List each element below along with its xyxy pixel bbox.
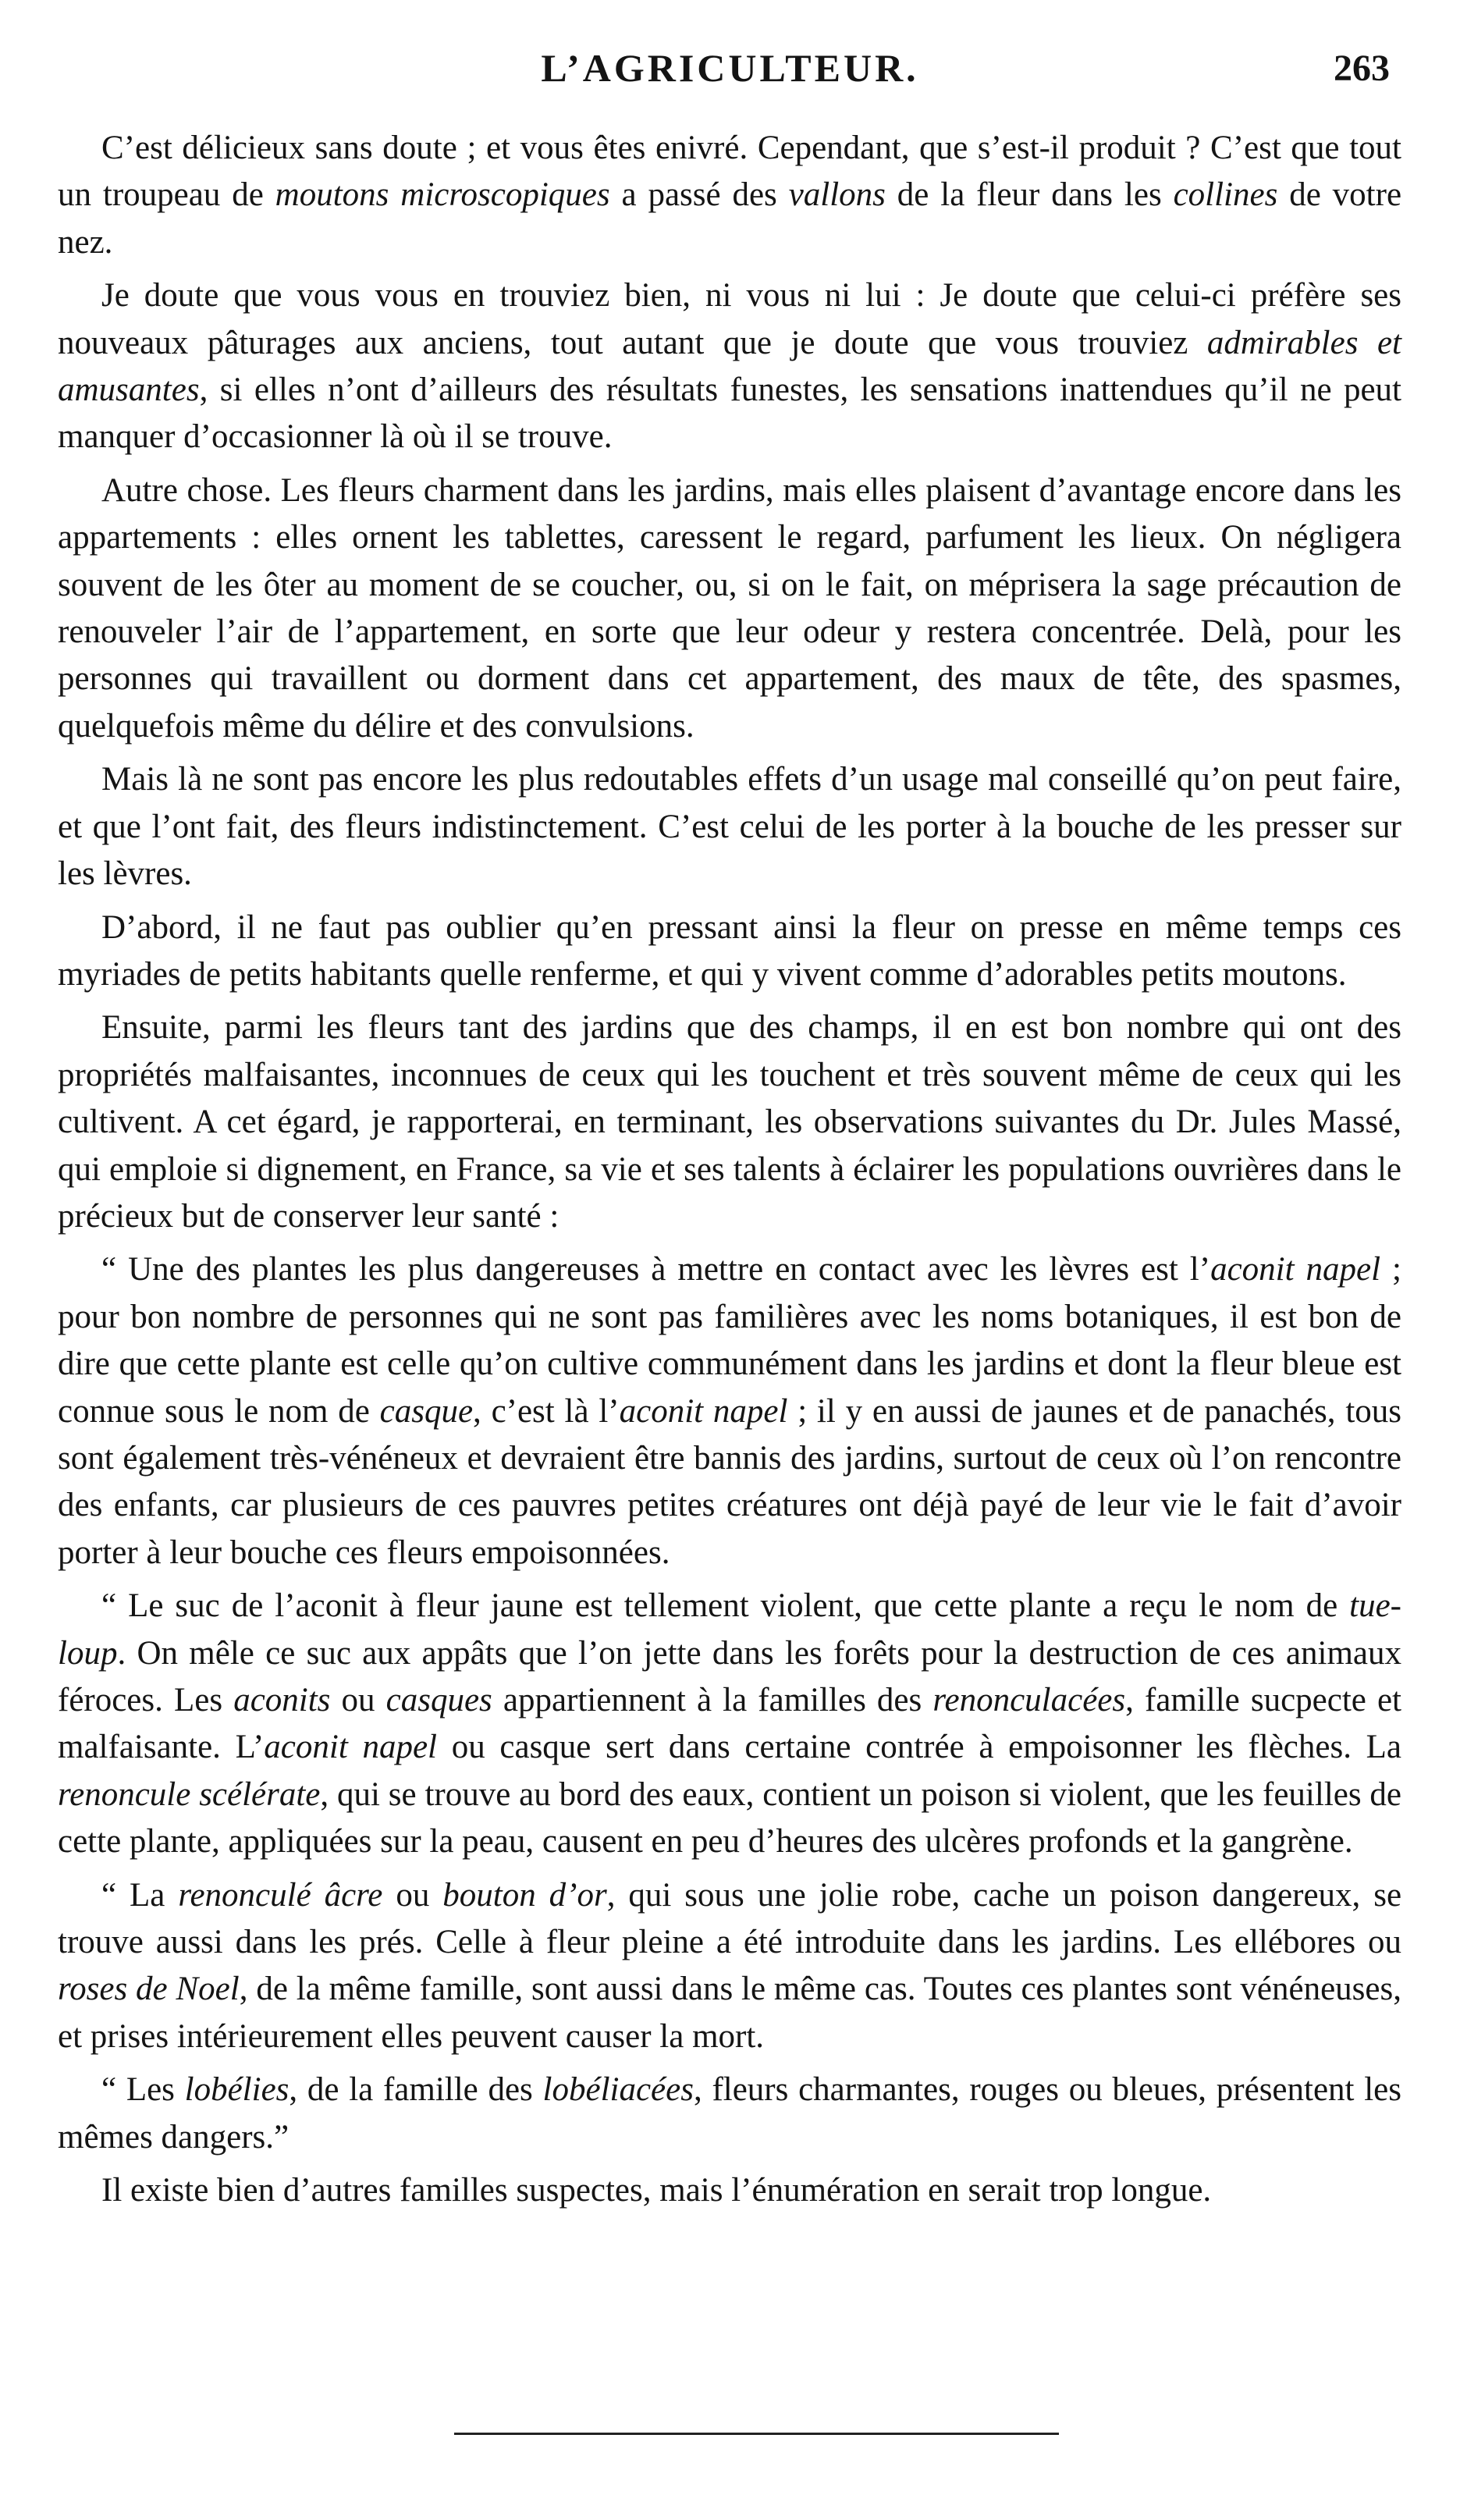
italic-term: roses de Noel [58,1971,240,2008]
italic-term: aconits [233,1682,331,1719]
italic-term: admirables et amusantes [58,324,1401,409]
italic-term: lobélies [184,2071,290,2109]
text-run: , c’est là l’ [473,1392,620,1430]
text-run: “ La [101,1876,179,1914]
italic-term: aconit napel [619,1392,788,1430]
text-run: , de la famille des [289,2071,543,2109]
article-body [58,125,1401,2214]
paragraph [58,2167,1401,2214]
italic-term: aconit napel [264,1729,437,1766]
closing-rule [454,2433,1059,2435]
text-run: “ Une des plantes les plus dangereuses à mettre en contact avec les lèvres est l’ [101,1251,1211,1288]
italic-term: collines [1173,176,1278,214]
text-run: , famille sucpecte et malfaisante. L’ [58,1682,1402,1766]
text-run: , fleurs charmantes, rouges ou bleues, présentent les mêmes dangers.” [58,2071,1401,2156]
italic-term: casques [385,1682,492,1719]
italic-term: aconit napel [1210,1251,1381,1288]
text-run: , si elles n’ont d’ailleurs des résultats funestes, les sensations inattendues qu’il ne peut manquer d’occasionner là où il se trouve. [58,371,1401,456]
text-run: Je doute que vous vous en trouviez bien, ni vous ni lui : Je doute que celui-ci préfère ses nouveaux pâturages aux anciens, tout autant que je doute que vous trouviez [58,277,1401,361]
paragraph [58,1004,1401,1240]
text-run: , qui se trouve au bord des eaux, contient un poison si violent, que les feuilles de cette plante, appliquées sur la peau, causent en peu d’heures des ulcères profonds et la gangrène. [58,1775,1402,1861]
paragraph [58,1583,1401,1865]
text-run: , de la même famille, sont aussi dans le même cas. Toutes ces plantes sont vénéneuses, et prises intérieurement elles peuvent causer la mort. [58,1971,1401,2055]
text-run: ; pour bon nombre de personnes qui ne sont pas familières avec les noms botaniques, il est bon de dire que cette plante est celle qu’on cultive communément dans les jardins et dont la fleur bleue est connue sous le nom de [58,1251,1401,1430]
text-run: . On mêle ce suc aux appâts que l’on jette dans les forêts pour la destruction de ces animaux féroces. Les [58,1634,1401,1719]
text-run: “ Les [101,2071,185,2109]
italic-term: renoncule scélérate [58,1775,321,1813]
italic-term: vallons [788,176,886,214]
text-run: ou [382,1876,443,1914]
paragraph [58,756,1401,897]
text-run: appartiennent à la familles des [492,1682,933,1719]
text-run: Il existe bien d’autres familles suspectes, mais l’énumération en serait trop longue. [101,2172,1212,2209]
text-run: Autre chose. Les fleurs charment dans les jardins, mais elles plaisent d’avantage encore dans les appartements : elles ornent les tablettes, caressent le regard, parfument les lieux. On négligera souvent de les ôter au moment de se coucher, ou, si on le fait, on méprisera la sage précaution de renouveler l’air de l’appartement, en sorte que leur odeur y restera concentrée. Delà, pour les personnes qui travaillent ou dorment dans cet appartement, des maux de tête, des spasmes, quelquefois même du délire et des convulsions. [58,471,1401,745]
italic-term: bouton d’or [442,1876,607,1914]
running-title: L’AGRICULTEUR. [541,46,919,90]
text-run: ou [330,1682,386,1719]
text-run: de votre nez. [58,176,1402,261]
paragraph [58,467,1401,750]
paragraph [58,125,1401,266]
text-run: a passé des [609,176,789,214]
text-run: Mais là ne sont pas encore les plus redoutables effets d’un usage mal conseillé qu’on peut faire, et que l’ont fait, des fleurs indistinctement. C’est celui de les porter à la bouche de les presser sur les lèvres. [58,761,1401,893]
text-run: “ Le suc de l’aconit à fleur jaune est tellement violent, que cette plante a reçu le nom de [101,1587,1350,1625]
italic-term: renonculé âcre [178,1876,383,1914]
paragraph [58,1246,1401,1576]
italic-term: casque [379,1392,474,1430]
italic-term: lobéliacées [542,2071,694,2109]
page-number: 263 [1334,48,1390,89]
paragraph [58,272,1401,461]
text-run: de la fleur dans les [885,176,1174,214]
text-run: , qui sous une jolie robe, cache un poison dangereux, se trouve aussi dans les prés. Celle à fleur pleine a été introduite dans les jardins. Les ellébores ou [58,1876,1402,1961]
italic-term: tue-loup [58,1587,1401,1672]
text-run: D’abord, il ne faut pas oublier qu’en pressant ainsi la fleur on presse en même temps ces myriades de petits habitants quelle renferme, et qui y vivent comme d’adorables petits moutons. [58,908,1401,993]
italic-term: moutons microscopiques [275,176,610,214]
paragraph [58,905,1401,999]
text-run: C’est délicieux sans doute ; et vous êtes enivré. Cependant, que s’est-il produit ? C’est que tout un troupeau de [58,130,1401,214]
text-run: Ensuite, parmi les fleurs tant des jardins que des champs, il en est bon nombre qui ont des propriétés malfaisantes, inconnues de ceux qui les touchent et très souvent même de ceux qui les cultivent. A cet égard, je rapporterai, en terminant, les observations suivantes du Dr. Jules Massé, qui emploie si dignement, en France, sa vie et ses talents à éclairer les populations ouvrières dans le précieux but de conserver leur santé : [58,1009,1401,1235]
text-run: ou casque sert dans certaine contrée à empoisonner les flèches. La [437,1729,1401,1766]
text-run: ; il y en aussi de jaunes et de panachés, tous sont également très-vénéneux et devraient être bannis des jardins, surtout de ceux où l’on rencontre des enfants, car plusieurs de ces pauvres petites créatures ont déjà payé de leur vie le fait d’avoir porter à leur bouche ces fleurs empoisonnées. [58,1392,1401,1571]
italic-term: renonculacées [932,1682,1126,1719]
paragraph [58,2067,1401,2161]
paragraph [58,1872,1401,2061]
